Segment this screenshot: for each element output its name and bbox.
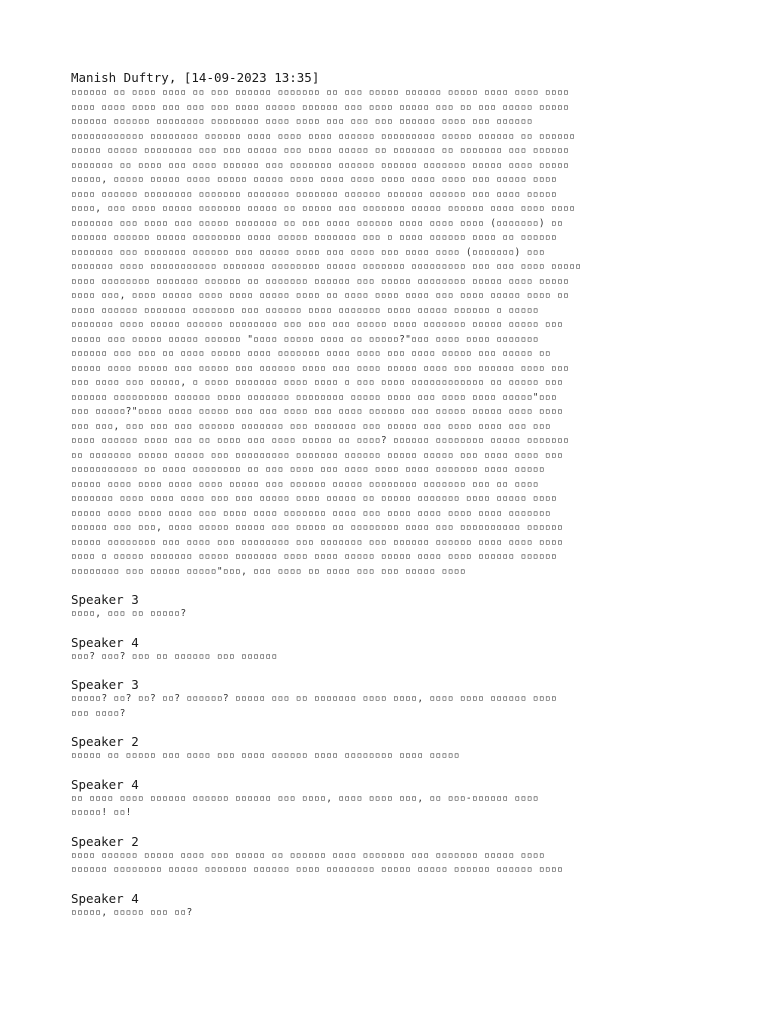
- speaker-text: ▫▫▫▫▫? ▫▫? ▫▫? ▫▫? ▫▫▫▫▫▫? ▫▫▫▫▫ ▫▫▫ ▫▫ ▫▫▫▫▫▫▫ ▫▫▫▫ ▫▫▫▫, ▫▫▫▫ ▫▫▫▫ ▫▫▫▫▫▫ ▫▫▫▫ ▫▫▫ ▫▫▫▫?: [71, 693, 558, 719]
- transcript-page: [71, 70, 701, 920]
- speaker-block: [71, 592, 701, 622]
- speaker-label: Speaker 2: [71, 734, 139, 749]
- speaker-block: [71, 834, 701, 878]
- speaker-label: Speaker 4: [71, 634, 139, 650]
- message-header: Manish Duftry, [14-09-2023 13:35]: [71, 70, 320, 85]
- speaker-label: Speaker 4: [71, 890, 139, 906]
- speaker-label: Speaker 4: [71, 776, 139, 792]
- speaker-text: ▫▫ ▫▫▫▫ ▫▫▫▫ ▫▫▫▫▫▫ ▫▫▫▫▫▫ ▫▫▫▫▫▫ ▫▫▫ ▫▫▫▫, ▫▫▫▫ ▫▫▫▫ ▫▫▫, ▫▫ ▫▫▫-▫▫▫▫▫▫ ▫▫▫▫ ▫▫▫▫▫! ▫▫!: [71, 792, 539, 818]
- speaker-text: ▫▫▫▫▫, ▫▫▫▫▫ ▫▫▫ ▫▫?: [71, 906, 193, 918]
- speaker-label: Speaker 3: [71, 677, 139, 692]
- speaker-text: ▫▫▫▫, ▫▫▫ ▫▫ ▫▫▫▫▫?: [71, 608, 187, 619]
- speaker-text: ▫▫▫▫▫ ▫▫ ▫▫▫▫▫ ▫▫▫ ▫▫▫▫ ▫▫▫ ▫▫▫▫ ▫▫▫▫▫▫ ▫▫▫▫ ▫▫▫▫▫▫▫▫ ▫▫▫▫ ▫▫▫▫▫: [71, 750, 460, 761]
- speaker-text: ▫▫▫? ▫▫▫? ▫▫▫ ▫▫ ▫▫▫▫▫▫ ▫▫▫ ▫▫▫▫▫▫: [71, 650, 278, 662]
- speaker-block: [71, 635, 701, 665]
- speaker-block: [71, 677, 701, 721]
- speaker-text: ▫▫▫▫ ▫▫▫▫▫▫ ▫▫▫▫▫ ▫▫▫▫ ▫▫▫ ▫▫▫▫▫ ▫▫ ▫▫▫▫▫▫ ▫▫▫▫ ▫▫▫▫▫▫▫ ▫▫▫ ▫▫▫▫▫▫▫ ▫▫▫▫▫ ▫▫▫▫ ▫▫▫▫▫▫ ▫▫▫▫▫▫▫▫ ▫▫▫▫▫ ▫▫▫▫▫▫▫ ▫▫▫▫▫▫ ▫▫▫▫ ▫▫▫▫▫▫▫▫ ▫▫▫▫▫ ▫▫▫▫▫ ▫▫▫▫▫▫ ▫▫▫▫▫▫ ▫▫▫▫: [71, 849, 564, 875]
- speaker-label: Speaker 3: [71, 592, 139, 607]
- speaker-block: [71, 891, 701, 921]
- message-body: ▫▫▫▫▫▫ ▫▫ ▫▫▫▫ ▫▫▫▫ ▫▫ ▫▫▫ ▫▫▫▫▫▫ ▫▫▫▫▫▫▫ ▫▫ ▫▫▫ ▫▫▫▫▫ ▫▫▫▫▫▫ ▫▫▫▫▫ ▫▫▫▫ ▫▫▫▫ ▫▫▫▫ ▫▫▫▫ ▫▫▫▫ ▫▫▫▫ ▫▫▫ ▫▫▫ ▫▫▫ ▫▫▫▫ ▫▫▫▫▫ ▫▫▫▫▫▫ ▫▫▫ ▫▫▫▫ ▫▫▫▫▫ ▫▫▫ ▫▫ ▫▫▫ ▫▫▫▫▫ ▫▫▫▫▫ ▫▫▫▫▫▫ ▫▫▫▫▫▫ ▫▫▫▫▫▫▫▫ ▫▫▫▫▫▫▫▫ ▫▫▫▫ ▫▫▫▫ ▫▫▫ ▫▫▫ ▫▫▫ ▫▫▫▫▫▫ ▫▫▫▫ ▫▫▫ ▫▫▫▫▫▫ ▫▫▫▫▫▫▫▫▫▫▫▫ ▫▫▫▫▫▫▫▫ ▫▫▫▫▫▫ ▫▫▫▫ ▫▫▫▫ ▫▫▫▫ ▫▫▫▫▫▫ ▫▫▫▫▫▫▫▫▫ ▫▫▫▫▫ ▫▫▫▫▫▫ ▫▫ ▫▫▫▫▫▫ ▫▫▫▫▫ ▫▫▫▫▫ ▫▫▫▫▫▫▫▫ ▫▫▫ ▫▫▫ ▫▫▫▫▫ ▫▫▫ ▫▫▫▫ ▫▫▫▫▫ ▫▫ ▫▫▫▫▫▫▫ ▫▫ ▫▫▫▫▫▫▫ ▫▫▫ ▫▫▫▫▫▫ ▫▫▫▫▫▫▫ ▫▫ ▫▫▫▫ ▫▫▫ ▫▫▫▫ ▫▫▫▫▫▫ ▫▫▫ ▫▫▫▫▫▫▫ ▫▫▫▫▫▫ ▫▫▫▫▫▫ ▫▫▫▫▫▫▫ ▫▫▫▫▫ ▫▫▫▫ ▫▫▫▫▫ ▫▫▫▫▫, ▫▫▫▫▫ ▫▫▫▫▫ ▫▫▫▫ ▫▫▫▫▫ ▫▫▫▫▫ ▫▫▫▫ ▫▫▫▫ ▫▫▫▫ ▫▫▫▫ ▫▫▫▫ ▫▫▫▫ ▫▫▫ ▫▫▫▫▫ ▫▫▫▫ ▫▫▫▫ ▫▫▫▫▫▫ ▫▫▫▫▫▫▫▫ ▫▫▫▫▫▫▫ ▫▫▫▫▫▫▫ ▫▫▫▫▫▫▫ ▫▫▫▫▫▫ ▫▫▫▫▫▫ ▫▫▫▫▫▫ ▫▫▫ ▫▫▫▫ ▫▫▫▫▫ ▫▫▫▫, ▫▫▫ ▫▫▫▫ ▫▫▫▫▫ ▫▫▫▫▫▫▫ ▫▫▫▫▫ ▫▫ ▫▫▫▫▫ ▫▫▫ ▫▫▫▫▫▫▫ ▫▫▫▫▫ ▫▫▫▫▫▫ ▫▫▫▫ ▫▫▫▫ ▫▫▫▫ ▫▫▫▫▫▫▫ ▫▫▫ ▫▫▫▫ ▫▫▫ ▫▫▫▫▫ ▫▫▫▫▫▫▫ ▫▫ ▫▫▫ ▫▫▫▫ ▫▫▫▫▫▫ ▫▫▫▫ ▫▫▫▫ ▫▫▫▫ (▫▫▫▫▫▫▫) ▫▫ ▫▫▫▫▫▫ ▫▫▫▫▫▫ ▫▫▫▫▫ ▫▫▫▫▫▫▫▫ ▫▫▫▫ ▫▫▫▫▫ ▫▫▫▫▫▫▫ ▫▫▫ ▫ ▫▫▫▫ ▫▫▫▫▫▫ ▫▫▫▫ ▫▫ ▫▫▫▫▫▫ ▫▫▫▫▫▫▫ ▫▫▫ ▫▫▫▫▫▫▫ ▫▫▫▫▫▫ ▫▫▫ ▫▫▫▫▫ ▫▫▫▫ ▫▫▫ ▫▫▫▫ ▫▫▫ ▫▫▫▫ ▫▫▫▫ (▫▫▫▫▫▫▫) ▫▫▫ ▫▫▫▫▫▫▫ ▫▫▫▫ ▫▫▫▫▫▫▫▫▫▫▫ ▫▫▫▫▫▫▫ ▫▫▫▫▫▫▫▫ ▫▫▫▫▫ ▫▫▫▫▫▫▫ ▫▫▫▫▫▫▫▫▫ ▫▫▫ ▫▫▫ ▫▫▫▫ ▫▫▫▫▫ ▫▫▫▫ ▫▫▫▫▫▫▫▫ ▫▫▫▫▫▫▫ ▫▫▫▫▫▫ ▫▫ ▫▫▫▫▫▫▫ ▫▫▫▫▫▫ ▫▫▫ ▫▫▫▫▫ ▫▫▫▫▫▫▫▫ ▫▫▫▫▫ ▫▫▫▫ ▫▫▫▫▫ ▫▫▫▫ ▫▫▫, ▫▫▫▫ ▫▫▫▫▫ ▫▫▫▫ ▫▫▫▫ ▫▫▫▫▫ ▫▫▫▫ ▫▫ ▫▫▫▫ ▫▫▫▫ ▫▫▫▫ ▫▫▫ ▫▫▫▫ ▫▫▫▫▫ ▫▫▫▫ ▫▫ ▫▫▫▫ ▫▫▫▫▫▫ ▫▫▫▫▫▫▫ ▫▫▫▫▫▫▫ ▫▫▫ ▫▫▫▫▫▫ ▫▫▫▫ ▫▫▫▫▫▫▫ ▫▫▫▫ ▫▫▫▫▫ ▫▫▫▫▫▫ ▫ ▫▫▫▫▫ ▫▫▫▫▫▫▫ ▫▫▫▫ ▫▫▫▫▫ ▫▫▫▫▫▫ ▫▫▫▫▫▫▫▫ ▫▫▫ ▫▫▫ ▫▫▫ ▫▫▫▫▫ ▫▫▫▫ ▫▫▫▫▫▫▫ ▫▫▫▫▫ ▫▫▫▫▫ ▫▫▫ ▫▫▫▫▫ ▫▫▫ ▫▫▫▫▫ ▫▫▫▫▫ ▫▫▫▫▫▫ "▫▫▫▫ ▫▫▫▫▫ ▫▫▫▫ ▫▫ ▫▫▫▫▫?"▫▫▫ ▫▫▫▫ ▫▫▫▫ ▫▫▫▫▫▫▫ ▫▫▫▫▫▫ ▫▫▫ ▫▫▫ ▫▫ ▫▫▫▫ ▫▫▫▫▫ ▫▫▫▫ ▫▫▫▫▫▫▫ ▫▫▫▫ ▫▫▫▫ ▫▫▫ ▫▫▫▫ ▫▫▫▫▫ ▫▫▫ ▫▫▫▫▫ ▫▫ ▫▫▫▫▫ ▫▫▫▫ ▫▫▫▫▫ ▫▫▫ ▫▫▫▫▫ ▫▫▫ ▫▫▫▫▫▫ ▫▫▫▫ ▫▫▫ ▫▫▫▫ ▫▫▫▫▫ ▫▫▫▫ ▫▫▫ ▫▫▫▫▫▫ ▫▫▫▫ ▫▫▫ ▫▫▫ ▫▫▫▫ ▫▫▫ ▫▫▫▫▫, ▫ ▫▫▫▫ ▫▫▫▫▫▫▫ ▫▫▫▫ ▫▫▫▫ ▫ ▫▫▫ ▫▫▫▫ ▫▫▫▫▫▫▫▫▫▫▫▫ ▫▫ ▫▫▫▫▫ ▫▫▫ ▫▫▫▫▫▫ ▫▫▫▫▫▫▫▫▫ ▫▫▫▫▫▫ ▫▫▫▫ ▫▫▫▫▫▫▫ ▫▫▫▫▫▫▫▫ ▫▫▫▫▫ ▫▫▫▫ ▫▫▫ ▫▫▫▫ ▫▫▫▫ ▫▫▫▫▫"▫▫▫ ▫▫▫ ▫▫▫▫▫?"▫▫▫▫ ▫▫▫▫ ▫▫▫▫▫ ▫▫▫ ▫▫▫ ▫▫▫▫ ▫▫▫ ▫▫▫▫ ▫▫▫▫▫▫ ▫▫▫ ▫▫▫▫▫ ▫▫▫▫▫ ▫▫▫▫ ▫▫▫▫ ▫▫▫ ▫▫▫, ▫▫▫ ▫▫▫ ▫▫▫ ▫▫▫▫▫▫ ▫▫▫▫▫▫▫ ▫▫▫ ▫▫▫▫▫▫▫ ▫▫▫ ▫▫▫▫▫ ▫▫▫ ▫▫▫▫ ▫▫▫▫ ▫▫▫ ▫▫▫ ▫▫▫▫ ▫▫▫▫▫▫ ▫▫▫▫ ▫▫▫ ▫▫ ▫▫▫▫ ▫▫▫ ▫▫▫▫ ▫▫▫▫▫ ▫▫ ▫▫▫▫? ▫▫▫▫▫▫ ▫▫▫▫▫▫▫▫ ▫▫▫▫▫ ▫▫▫▫▫▫▫ ▫▫ ▫▫▫▫▫▫▫ ▫▫▫▫▫ ▫▫▫▫▫ ▫▫▫ ▫▫▫▫▫▫▫▫▫ ▫▫▫▫▫▫▫ ▫▫▫▫▫▫ ▫▫▫▫▫ ▫▫▫▫▫ ▫▫▫ ▫▫▫▫ ▫▫▫▫ ▫▫▫ ▫▫▫▫▫▫▫▫▫▫▫ ▫▫ ▫▫▫▫ ▫▫▫▫▫▫▫▫ ▫▫ ▫▫▫ ▫▫▫▫ ▫▫▫ ▫▫▫▫ ▫▫▫▫ ▫▫▫▫ ▫▫▫▫▫▫▫ ▫▫▫▫ ▫▫▫▫▫ ▫▫▫▫▫ ▫▫▫▫ ▫▫▫▫ ▫▫▫▫ ▫▫▫▫ ▫▫▫▫▫ ▫▫▫ ▫▫▫▫▫▫ ▫▫▫▫▫ ▫▫▫▫▫▫▫▫ ▫▫▫▫▫▫▫ ▫▫▫ ▫▫ ▫▫▫▫ ▫▫▫▫▫▫▫ ▫▫▫▫ ▫▫▫▫ ▫▫▫▫ ▫▫▫ ▫▫▫ ▫▫▫▫▫ ▫▫▫▫ ▫▫▫▫▫ ▫▫ ▫▫▫▫▫ ▫▫▫▫▫▫▫ ▫▫▫▫ ▫▫▫▫▫ ▫▫▫▫ ▫▫▫▫▫ ▫▫▫▫ ▫▫▫▫ ▫▫▫▫ ▫▫▫ ▫▫▫▫ ▫▫▫▫ ▫▫▫▫▫▫▫ ▫▫▫▫ ▫▫▫ ▫▫▫▫ ▫▫▫▫ ▫▫▫▫ ▫▫▫▫ ▫▫▫▫▫▫▫ ▫▫▫▫▫▫ ▫▫▫ ▫▫▫, ▫▫▫▫ ▫▫▫▫▫ ▫▫▫▫▫ ▫▫▫ ▫▫▫▫▫ ▫▫ ▫▫▫▫▫▫▫▫ ▫▫▫▫ ▫▫▫ ▫▫▫▫▫▫▫▫▫▫ ▫▫▫▫▫▫ ▫▫▫▫▫ ▫▫▫▫▫▫▫▫ ▫▫▫ ▫▫▫▫ ▫▫▫ ▫▫▫▫▫▫▫▫ ▫▫▫ ▫▫▫▫▫▫▫ ▫▫▫ ▫▫▫▫▫▫ ▫▫▫▫▫▫ ▫▫▫▫ ▫▫▫▫ ▫▫▫▫ ▫▫▫▫ ▫ ▫▫▫▫▫ ▫▫▫▫▫▫▫ ▫▫▫▫▫ ▫▫▫▫▫▫▫ ▫▫▫▫ ▫▫▫▫ ▫▫▫▫▫ ▫▫▫▫▫ ▫▫▫▫ ▫▫▫▫ ▫▫▫▫▫▫ ▫▫▫▫▫▫ ▫▫▫▫▫▫▫▫ ▫▫▫ ▫▫▫▫▫ ▫▫▫▫▫"▫▫▫, ▫▫▫ ▫▫▫▫ ▫▫ ▫▫▫▫ ▫▫▫ ▫▫▫ ▫▫▫▫▫ ▫▫▫▫: [71, 87, 582, 577]
- speaker-block: [71, 734, 701, 764]
- speaker-label: Speaker 2: [71, 833, 139, 849]
- speaker-block: [71, 777, 701, 821]
